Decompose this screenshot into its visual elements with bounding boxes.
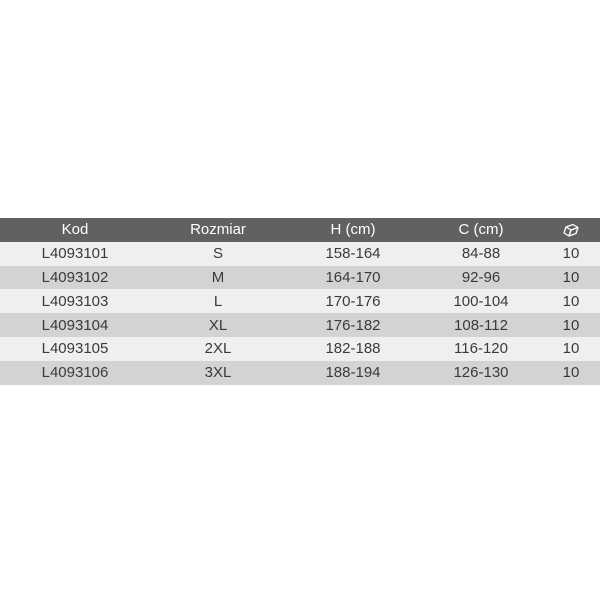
header-code: Kod — [61, 221, 89, 239]
cell-code: L4093103 — [41, 292, 109, 310]
cell-code: L4093104 — [41, 316, 109, 334]
cell-chest: 116-120 — [454, 340, 508, 358]
header-height: H (cm) — [330, 221, 376, 239]
cell-size: S — [212, 245, 223, 263]
cell-qty: 10 — [562, 268, 580, 286]
cell-code: L4093101 — [41, 245, 109, 263]
cell-size: 2XL — [204, 340, 232, 358]
cell-code: L4093106 — [41, 364, 109, 382]
table-body — [0, 242, 600, 385]
cell-chest: 126-130 — [453, 364, 509, 382]
pack-quantity-icon — [562, 223, 580, 237]
cell-height: 176-182 — [325, 316, 381, 334]
cell-qty: 10 — [562, 245, 580, 263]
cell-qty: 10 — [562, 316, 580, 334]
size-table — [0, 218, 600, 385]
cell-height: 158-164 — [325, 245, 381, 263]
header-pack — [542, 218, 600, 242]
cell-size: XL — [208, 316, 228, 334]
table-header — [0, 218, 600, 242]
table-row — [0, 337, 600, 361]
cell-size: 3XL — [204, 364, 232, 382]
cell-size: L — [213, 292, 223, 310]
cell-chest: 100-104 — [453, 292, 509, 310]
cell-code: L4093105 — [41, 340, 109, 358]
cell-qty: 10 — [562, 364, 580, 382]
cell-height: 182-188 — [325, 340, 381, 358]
table-row — [0, 242, 600, 266]
header-row — [0, 218, 600, 242]
cell-size: M — [211, 268, 225, 286]
table-row — [0, 361, 600, 385]
header-chest: C (cm) — [458, 221, 504, 239]
cell-chest: 92-96 — [461, 268, 501, 286]
cell-height: 164-170 — [325, 268, 381, 286]
table-row — [0, 266, 600, 290]
cell-chest: 108-112 — [454, 316, 508, 334]
cell-qty: 10 — [562, 292, 580, 310]
cell-height: 188-194 — [325, 364, 381, 382]
table-row — [0, 289, 600, 313]
cell-height: 170-176 — [325, 292, 381, 310]
table-row — [0, 313, 600, 337]
header-size: Rozmiar — [190, 221, 246, 239]
cell-code: L4093102 — [41, 268, 109, 286]
cell-qty: 10 — [562, 340, 580, 358]
cell-chest: 84-88 — [461, 245, 501, 263]
